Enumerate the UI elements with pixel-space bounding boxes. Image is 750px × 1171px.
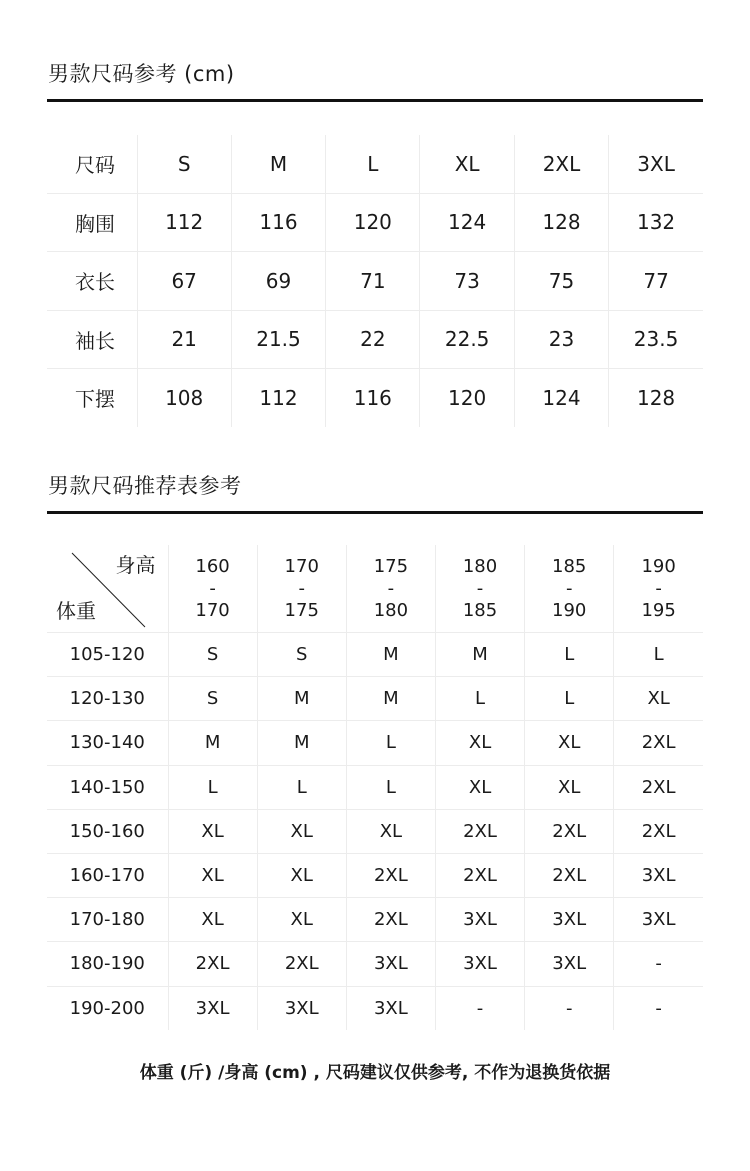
height-separator: - [387,577,395,599]
recommend-row [47,721,703,765]
size-measure-row [47,193,703,252]
weight-range-label: 140-150 [47,765,168,809]
recommended-size: S [168,633,257,677]
weight-axis-label: 体重 [56,599,96,623]
recommended-size: L [525,677,614,721]
recommended-size: 2XL [525,809,614,853]
weight-range-label: 170-180 [47,898,168,942]
weight-range-label: 190-200 [69,997,145,1019]
recommended-size: - [614,986,703,1030]
recommend-row [47,853,703,897]
recommended-size: S [257,633,346,677]
recommended-size: M [346,633,435,677]
height-separator: - [565,577,573,599]
recommend-chart-title: 男款尺码推荐表参考 [48,474,242,498]
recommend-row [47,633,703,677]
size-chart-divider [47,99,703,102]
recommended-size: 3XL [435,898,524,942]
height-to: 190 [552,599,587,621]
recommended-size: XL [168,853,257,897]
recommended-size: 2XL [168,942,257,986]
size-chart-table [47,135,703,427]
height-to: 185 [462,599,498,621]
size-measure-row [47,252,703,311]
recommended-size: 2XL [614,809,703,853]
recommended-size: 2XL [435,853,524,897]
recommended-size: 2XL [614,721,703,765]
recommend-row [47,677,703,721]
recommended-size: M [257,677,346,721]
measure-label: 袖长 [47,310,137,369]
measure-value: 23.5 [609,310,703,369]
recommended-size: 2XL [525,853,614,897]
recommended-size: - [435,986,524,1030]
size-column-header: 2XL [514,135,608,193]
recommended-size: L [346,721,435,765]
recommended-size: L [614,633,703,677]
recommended-size: L [346,765,435,809]
recommended-size: 2XL [346,898,435,942]
size-header-row [47,135,703,193]
measure-value: 112 [137,193,231,252]
recommended-size: M [257,721,346,765]
height-to: 195 [641,599,676,621]
recommended-size: M [168,721,257,765]
measure-value: 116 [326,369,420,427]
height-range-header [168,545,257,633]
measure-label: 衣长 [47,252,137,311]
recommend-header-row [47,545,703,633]
height-range-header [257,545,346,633]
recommended-size: L [257,765,346,809]
measure-value: 22.5 [420,310,514,369]
recommended-size: XL [257,809,346,853]
recommend-row [47,765,703,809]
size-column-header: S [137,135,231,193]
size-measure-row [47,369,703,427]
weight-range-label: 130-140 [47,721,168,765]
height-axis-label: 身高 [115,553,156,577]
height-to: 175 [284,599,319,621]
recommended-size: 3XL [614,898,703,942]
height-from: 175 [373,555,409,577]
measure-value: 77 [609,252,703,311]
recommended-size: 3XL [346,986,435,1030]
height-from: 170 [284,555,319,577]
recommended-size: XL [168,809,257,853]
recommended-size: - [614,942,703,986]
measure-label: 胸围 [47,193,137,252]
measure-value: 67 [137,252,231,311]
recommend-chart-divider [47,511,703,514]
measure-value: 23 [514,310,608,369]
measure-label: 下摆 [75,387,115,412]
corner-cell [47,545,168,633]
recommend-row [47,942,703,986]
recommended-size: XL [168,898,257,942]
recommended-size: XL [435,765,524,809]
recommended-size: L [168,765,257,809]
recommended-size: XL [525,765,614,809]
recommend-row [47,986,703,1030]
height-range-header [614,545,703,633]
height-separator: - [655,577,662,599]
size-column-header: 3XL [609,135,703,193]
measure-value: 120 [326,193,420,252]
height-range-header [346,545,435,633]
measure-value: 124 [514,369,608,427]
recommended-size: XL [257,898,346,942]
measure-value: 120 [420,369,514,427]
height-separator: - [476,577,484,599]
recommended-size: 2XL [346,853,435,897]
measure-value: 116 [231,193,325,252]
measure-value: 21.5 [231,310,325,369]
measure-value: 21 [137,310,231,369]
recommended-size: - [525,986,614,1030]
recommended-size: 2XL [257,942,346,986]
measure-value: 22 [326,310,420,369]
height-from: 180 [462,555,498,577]
height-separator: - [209,577,216,599]
height-range-header [525,545,614,633]
recommended-size: L [435,677,524,721]
size-column-header: M [231,135,325,193]
recommended-size: 3XL [525,942,614,986]
recommended-size: M [346,677,435,721]
height-separator: - [298,577,305,599]
recommended-size: 3XL [435,942,524,986]
recommended-size: L [525,633,614,677]
height-from: 185 [552,555,587,577]
measure-value: 75 [514,252,608,311]
recommended-size: 2XL [435,809,524,853]
measure-value: 71 [326,252,420,311]
recommended-size: 3XL [168,986,257,1030]
weight-range-label: 105-120 [47,633,168,677]
measure-value: 112 [231,369,325,427]
recommended-size: XL [435,721,524,765]
measure-value: 69 [231,252,325,311]
size-header-label: 尺码 [47,135,137,193]
weight-range-label: 180-190 [47,942,168,986]
recommended-size: 3XL [614,853,703,897]
measure-value: 108 [137,369,231,427]
recommended-size: XL [614,677,703,721]
recommended-size: M [435,633,524,677]
height-range-header [435,545,524,633]
recommend-chart-table [47,545,703,1030]
recommended-size: 3XL [257,986,346,1030]
size-column-header: XL [420,135,514,193]
recommended-size: 3XL [346,942,435,986]
recommended-size: 2XL [614,765,703,809]
recommended-size: XL [525,721,614,765]
footnote: 体重 (斤) /身高 (cm) , 尺码建议仅供参考, 不作为退换货依据 [139,1063,611,1083]
recommended-size: S [168,677,257,721]
height-from: 190 [641,555,676,577]
weight-range-label: 160-170 [47,853,168,897]
recommend-row [47,898,703,942]
measure-value: 128 [609,369,703,427]
recommended-size: 3XL [525,898,614,942]
recommended-size: XL [257,853,346,897]
height-from: 160 [195,555,230,577]
weight-range-label: 150-160 [47,809,168,853]
recommended-size: XL [346,809,435,853]
measure-value: 128 [514,193,608,252]
size-chart-title: 男款尺码参考 (cm) [48,62,235,86]
size-measure-row [47,310,703,369]
size-column-header: L [326,135,420,193]
weight-range-label: 120-130 [47,677,168,721]
height-to: 180 [373,599,409,621]
recommend-row [47,809,703,853]
height-to: 170 [195,599,230,621]
measure-value: 73 [420,252,514,311]
measure-value: 124 [420,193,514,252]
measure-value: 132 [609,193,703,252]
